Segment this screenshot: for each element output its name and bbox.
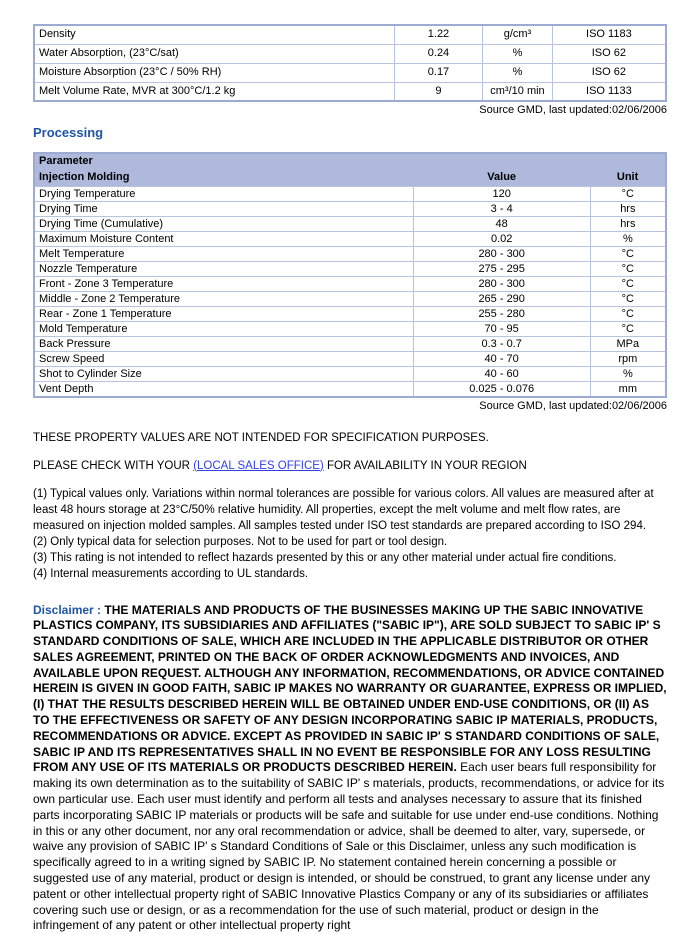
property-name-cell: Density	[34, 25, 394, 44]
availability-note-suffix: FOR AVAILABILITY IN YOUR REGION	[324, 460, 527, 472]
table-row	[34, 201, 666, 216]
parameter-cell: Drying Time	[34, 201, 413, 216]
property-unit-cell: cm³/10 min	[483, 82, 553, 101]
unit-cell: °C	[590, 321, 666, 336]
table-row	[34, 351, 666, 366]
footnotes	[33, 486, 667, 582]
parameter-cell: Rear - Zone 1 Temperature	[34, 306, 413, 321]
table-header-row	[34, 169, 666, 186]
table-row	[34, 25, 666, 44]
property-standard-cell: ISO 62	[552, 63, 666, 82]
unit-cell: °C	[590, 261, 666, 276]
column-header-unit: Unit	[590, 169, 666, 186]
table-row	[34, 276, 666, 291]
table-row	[34, 261, 666, 276]
column-header-value: Value	[413, 169, 590, 186]
unit-cell: %	[590, 231, 666, 246]
disclaimer-bold-text: THE MATERIALS AND PRODUCTS OF THE BUSINESSES MAKING UP THE SABIC INNOVATIVE PLASTICS COMPANY, ITS SUBSIDIARIES AND AFFILIATES ("SABIC IP"), ARE SOLD SUBJECT TO SABIC IP' S STANDARD CONDITIONS OF SALE, WHICH ARE INCLUDED IN THE APPLICABLE DISTRIBUTOR OR OTHER SALES AGREEMENT, PRINTED ON THE BACK OF ORDER ACKNOWLEDGMENTS AND INVOICES, AND AVAILABLE UPON REQUEST. ALTHOUGH ANY INFORMATION, RECOMMENDATIONS, OR ADVICE CONTAINED HEREIN IS GIVEN IN GOOD FAITH, SABIC IP MAKES NO WARRANTY OR GUARANTEE, EXPRESS OR IMPLIED, (I) THAT THE RESULTS DESCRIBED HEREIN WILL BE OBTAINED UNDER END-USE CONDITIONS, OR (II) AS TO THE EFFECTIVENESS OR SAFETY OF ANY DESIGN INCORPORATING SABIC IP MATERIALS, PRODUCTS, RECOMMENDATIONS OR ADVICE. EXCEPT AS PROVIDED IN SABIC IP' S STANDARD CONDITIONS OF SALE, SABIC IP AND ITS REPRESENTATIVES SHALL IN NO EVENT BE RESPONSIBLE FOR ANY LOSS RESULTING FROM ANY USE OF ITS MATERIALS OR PRODUCTS DESCRIBED HEREIN.	[33, 603, 667, 775]
disclaimer-normal-text: Each user bears full responsibility for making its own determination as to the suitability of SABIC IP' s materials, products, recommendations, or advice for its own particular use. Each user must identify and perform all tests and analyses necessary to assure that its finished parts incorporating SABIC IP materials or products will be safe and suitable for use under end-use conditions. Nothing in this or any other document, nor any oral recommendation or advice, shall be deemed to alter, vary, supersede, or waive any provision of SABIC IP' s Standard Conditions of Sale or this Disclaimer, unless any such modification is specifically agreed to in a writing signed by SABIC IP. No statement contained herein concerning a possible or suggested use of any material, product or design is intended, or should be construed, to grant any license under any patent or other intellectual property right of SABIC Innovative Plastics Company or any of its subsidiaries or affiliates covering such use or design, or as a recommendation for the use of such material, product or design in the infringement of any patent or other intellectual property right	[33, 760, 664, 932]
processing-section-heading: Processing	[33, 125, 667, 140]
property-value-cell: 9	[394, 82, 482, 101]
parameter-cell: Melt Temperature	[34, 246, 413, 261]
source-note: Source GMD, last updated:02/06/2006	[33, 398, 667, 413]
value-cell: 0.3 - 0.7	[413, 336, 590, 351]
footnote-3: (3) This rating is not intended to reflect hazards presented by this or any other material under actual fire conditions.	[33, 550, 667, 566]
parameter-cell: Drying Time (Cumulative)	[34, 216, 413, 231]
table-row	[34, 321, 666, 336]
unit-cell: hrs	[590, 201, 666, 216]
availability-note	[33, 459, 667, 473]
value-cell: 0.025 - 0.076	[413, 381, 590, 397]
local-sales-office-link[interactable]: (LOCAL SALES OFFICE)	[193, 460, 324, 472]
property-standard-cell: ISO 1183	[552, 25, 666, 44]
table-group-header-row	[34, 153, 666, 169]
value-cell: 0.02	[413, 231, 590, 246]
property-unit-cell: %	[483, 44, 553, 63]
property-value-cell: 0.24	[394, 44, 482, 63]
property-standard-cell: ISO 1133	[552, 82, 666, 101]
parameter-cell: Screw Speed	[34, 351, 413, 366]
property-value-cell: 0.17	[394, 63, 482, 82]
disclaimer-label: Disclaimer :	[33, 603, 104, 617]
value-cell: 275 - 295	[413, 261, 590, 276]
unit-cell: MPa	[590, 336, 666, 351]
unit-cell: %	[590, 366, 666, 381]
processing-table	[33, 152, 667, 398]
value-cell: 70 - 95	[413, 321, 590, 336]
unit-cell: °C	[590, 291, 666, 306]
footnote-2: (2) Only typical data for selection purposes. Not to be used for part or tool design.	[33, 534, 667, 550]
source-note: Source GMD, last updated:02/06/2006	[33, 102, 667, 117]
unit-cell: °C	[590, 186, 666, 201]
property-name-cell: Water Absorption, (23°C/sat)	[34, 44, 394, 63]
property-name-cell: Melt Volume Rate, MVR at 300°C/1.2 kg	[34, 82, 394, 101]
table-row	[34, 291, 666, 306]
value-cell: 255 - 280	[413, 306, 590, 321]
table-row	[34, 336, 666, 351]
unit-cell: rpm	[590, 351, 666, 366]
table-row	[34, 186, 666, 201]
parameter-cell: Mold Temperature	[34, 321, 413, 336]
parameter-cell: Maximum Moisture Content	[34, 231, 413, 246]
table-row	[34, 381, 666, 397]
group-header-cell: Parameter	[34, 153, 666, 169]
parameter-cell: Drying Temperature	[34, 186, 413, 201]
value-cell: 280 - 300	[413, 246, 590, 261]
parameter-cell: Vent Depth	[34, 381, 413, 397]
footnote-1: (1) Typical values only. Variations within normal tolerances are possible for various colors. All values are measured after at least 48 hours storage at 23°C/50% relative humidity. All properties, except the melt volume and melt flow rates, are measured on injection molded samples. All samples tested under ISO test standards are prepared according to ISO 294.	[33, 486, 667, 534]
table-row	[34, 366, 666, 381]
property-name-cell: Moisture Absorption (23°C / 50% RH)	[34, 63, 394, 82]
availability-note-prefix: PLEASE CHECK WITH YOUR	[33, 460, 193, 472]
table-row	[34, 231, 666, 246]
property-standard-cell: ISO 62	[552, 44, 666, 63]
table-row	[34, 246, 666, 261]
unit-cell: °C	[590, 276, 666, 291]
parameter-cell: Back Pressure	[34, 336, 413, 351]
value-cell: 40 - 60	[413, 366, 590, 381]
value-cell: 265 - 290	[413, 291, 590, 306]
table-row	[34, 44, 666, 63]
parameter-cell: Middle - Zone 2 Temperature	[34, 291, 413, 306]
parameter-cell: Nozzle Temperature	[34, 261, 413, 276]
column-header-parameter: Injection Molding	[34, 169, 413, 186]
value-cell: 48	[413, 216, 590, 231]
table-row	[34, 216, 666, 231]
property-unit-cell: g/cm³	[483, 25, 553, 44]
parameter-cell: Front - Zone 3 Temperature	[34, 276, 413, 291]
value-cell: 3 - 4	[413, 201, 590, 216]
parameter-cell: Shot to Cylinder Size	[34, 366, 413, 381]
unit-cell: mm	[590, 381, 666, 397]
table-row	[34, 82, 666, 101]
table-row	[34, 63, 666, 82]
unit-cell: °C	[590, 306, 666, 321]
value-cell: 120	[413, 186, 590, 201]
property-unit-cell: %	[483, 63, 553, 82]
specification-disclaimer-note: THESE PROPERTY VALUES ARE NOT INTENDED FOR SPECIFICATION PURPOSES.	[33, 431, 667, 445]
unit-cell: hrs	[590, 216, 666, 231]
footnote-4: (4) Internal measurements according to UL standards.	[33, 566, 667, 582]
property-value-cell: 1.22	[394, 25, 482, 44]
legal-disclaimer	[33, 603, 667, 934]
value-cell: 280 - 300	[413, 276, 590, 291]
unit-cell: °C	[590, 246, 666, 261]
physical-properties-table	[33, 24, 667, 102]
table-row	[34, 306, 666, 321]
value-cell: 40 - 70	[413, 351, 590, 366]
